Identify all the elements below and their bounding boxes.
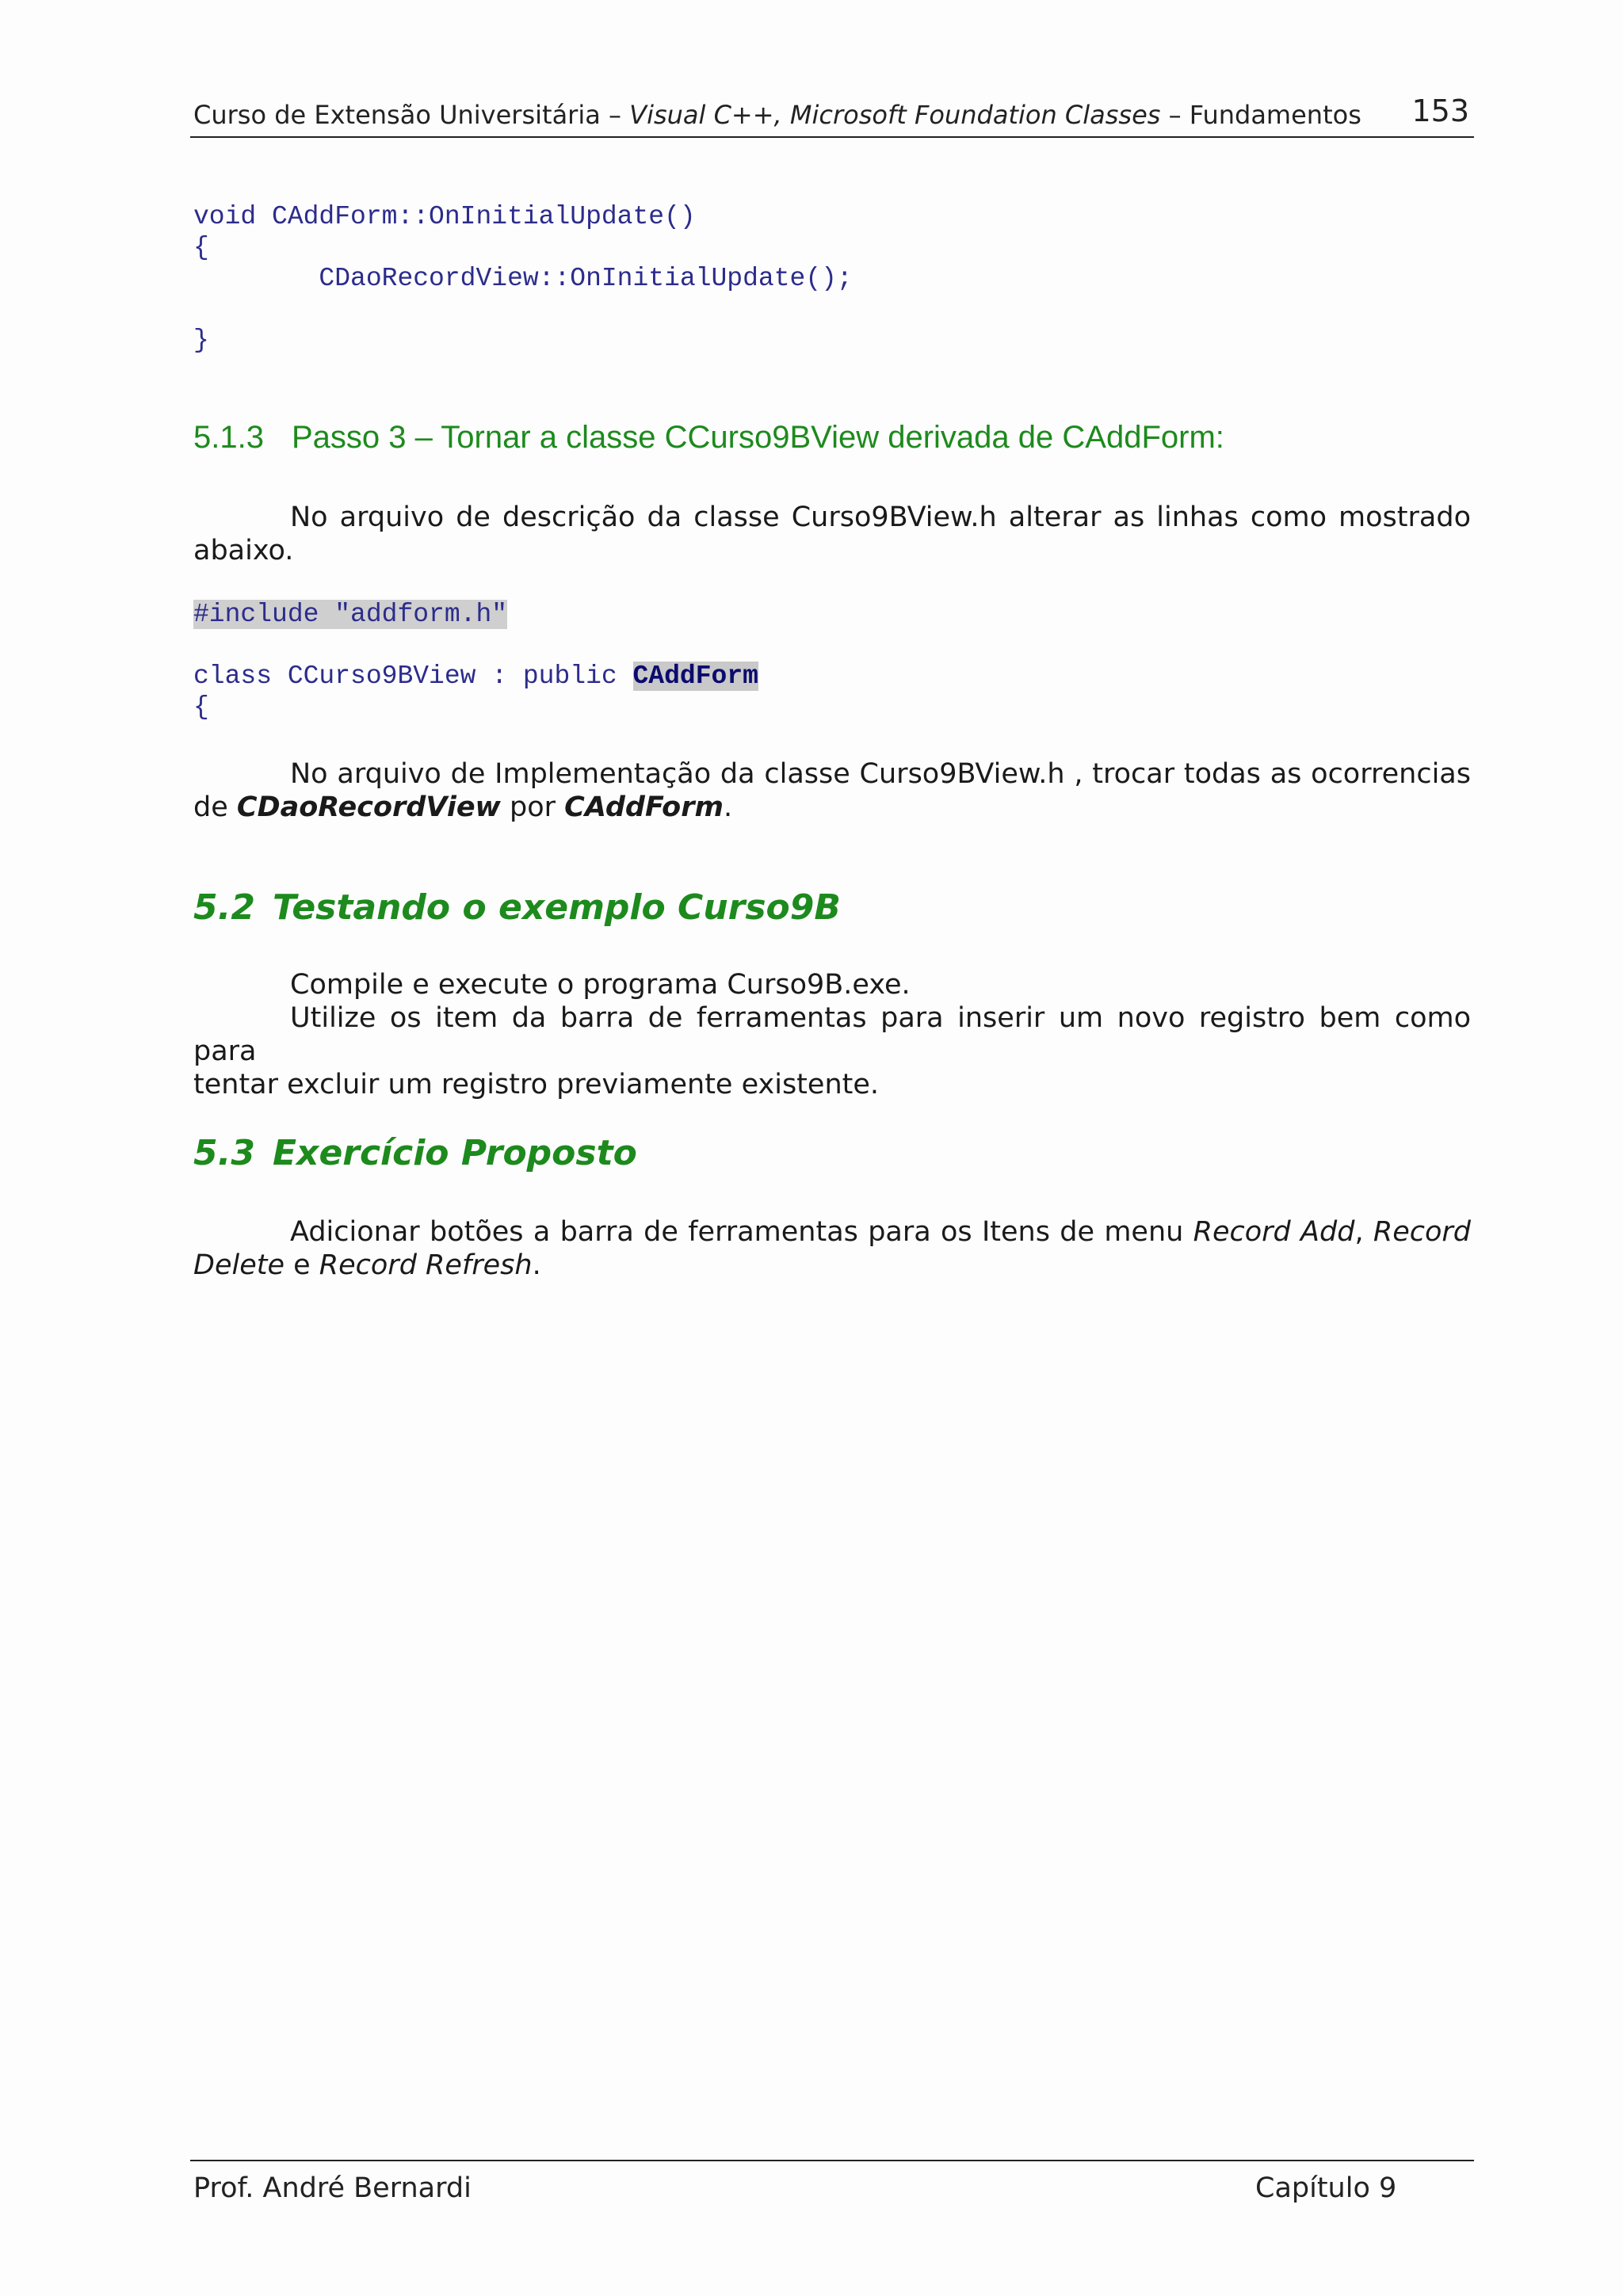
footer-author: Prof. André Bernardi [193, 2172, 472, 2204]
paragraph-line: No arquivo de descrição da classe Curso9BView.h alterar as linhas como mostrado [290, 502, 1471, 533]
paragraph-line: Utilize os item da barra de ferramentas para inserir um novo registro bem como para [193, 1002, 1471, 1067]
code-line: CDaoRecordView::OnInitialUpdate(); [193, 264, 853, 293]
section-title: Testando o exemplo Curso9B [273, 887, 841, 928]
text-e: e [285, 1249, 319, 1281]
header-suffix: – Fundamentos [1160, 100, 1361, 130]
paragraph-testando [193, 968, 1471, 1101]
page-footer [190, 2160, 1474, 2204]
paragraph-implementacao [193, 757, 1471, 824]
header-title [193, 100, 1361, 130]
text-adicionar: Adicionar botões a barra de ferramentas para os Itens de menu [290, 1216, 1193, 1248]
italic-delete: Delete [193, 1249, 285, 1281]
code-include-line: #include "addform.h" [193, 600, 508, 629]
footer-chapter: Capítulo 9 [1255, 2172, 1397, 2204]
paragraph-line [193, 1215, 1471, 1249]
bold-cdaorecordview: CDaoRecordView [236, 791, 501, 823]
header-italic: Visual C++, Microsoft Foundation Classes [629, 100, 1161, 130]
paragraph-line [193, 1249, 1471, 1282]
code-line [193, 661, 758, 692]
section-title: Passo 3 – Tornar a classe CCurso9BView derivada de CAddForm: [292, 420, 1224, 455]
italic-record: Record [1373, 1216, 1471, 1248]
code-line: { [193, 692, 209, 722]
paragraph-line: abaixo. [193, 535, 294, 566]
section-title: Exercício Proposto [273, 1133, 637, 1173]
code-block-oninitialupdate [193, 201, 853, 356]
header-prefix: Curso de Extensão Universitária – [193, 100, 630, 130]
text-period: . [532, 1249, 541, 1281]
section-number: 5.1.3 [193, 420, 264, 455]
page-header [190, 93, 1474, 138]
paragraph-line: No arquivo de Implementação da classe Curso9BView.h , trocar todas as ocorrencias [290, 758, 1471, 790]
code-line: void CAddForm::OnInitialUpdate() [193, 202, 696, 231]
section-heading-5-3 [193, 1133, 637, 1173]
paragraph-descricao [193, 501, 1471, 567]
section-heading-5-1-3 [193, 420, 1224, 456]
paragraph-exercicio [193, 1215, 1471, 1282]
paragraph-line: tentar excluir um registro previamente existente. [193, 1069, 880, 1100]
code-class-keyword: CAddForm [632, 662, 758, 691]
text-period: . [723, 791, 733, 823]
paragraph-line: Compile e execute o programa Curso9B.exe. [290, 969, 911, 1001]
code-line: { [193, 233, 209, 262]
code-line: } [193, 326, 209, 355]
text-comma: , [1354, 1216, 1373, 1248]
code-class-prefix: class CCurso9BView : public [193, 662, 633, 691]
text-por: por [500, 791, 565, 823]
italic-record-add: Record Add [1193, 1216, 1355, 1248]
code-class-declaration [193, 661, 758, 723]
text-de: de [193, 791, 237, 823]
section-number: 5.2 [193, 887, 255, 928]
italic-record-refresh: Record Refresh [319, 1249, 533, 1281]
bold-caddform: CAddForm [564, 791, 724, 823]
section-number: 5.3 [193, 1133, 255, 1173]
section-heading-5-2 [193, 887, 841, 928]
code-include [193, 599, 507, 630]
page-number: 153 [1411, 93, 1469, 128]
paragraph-line [193, 791, 1471, 824]
